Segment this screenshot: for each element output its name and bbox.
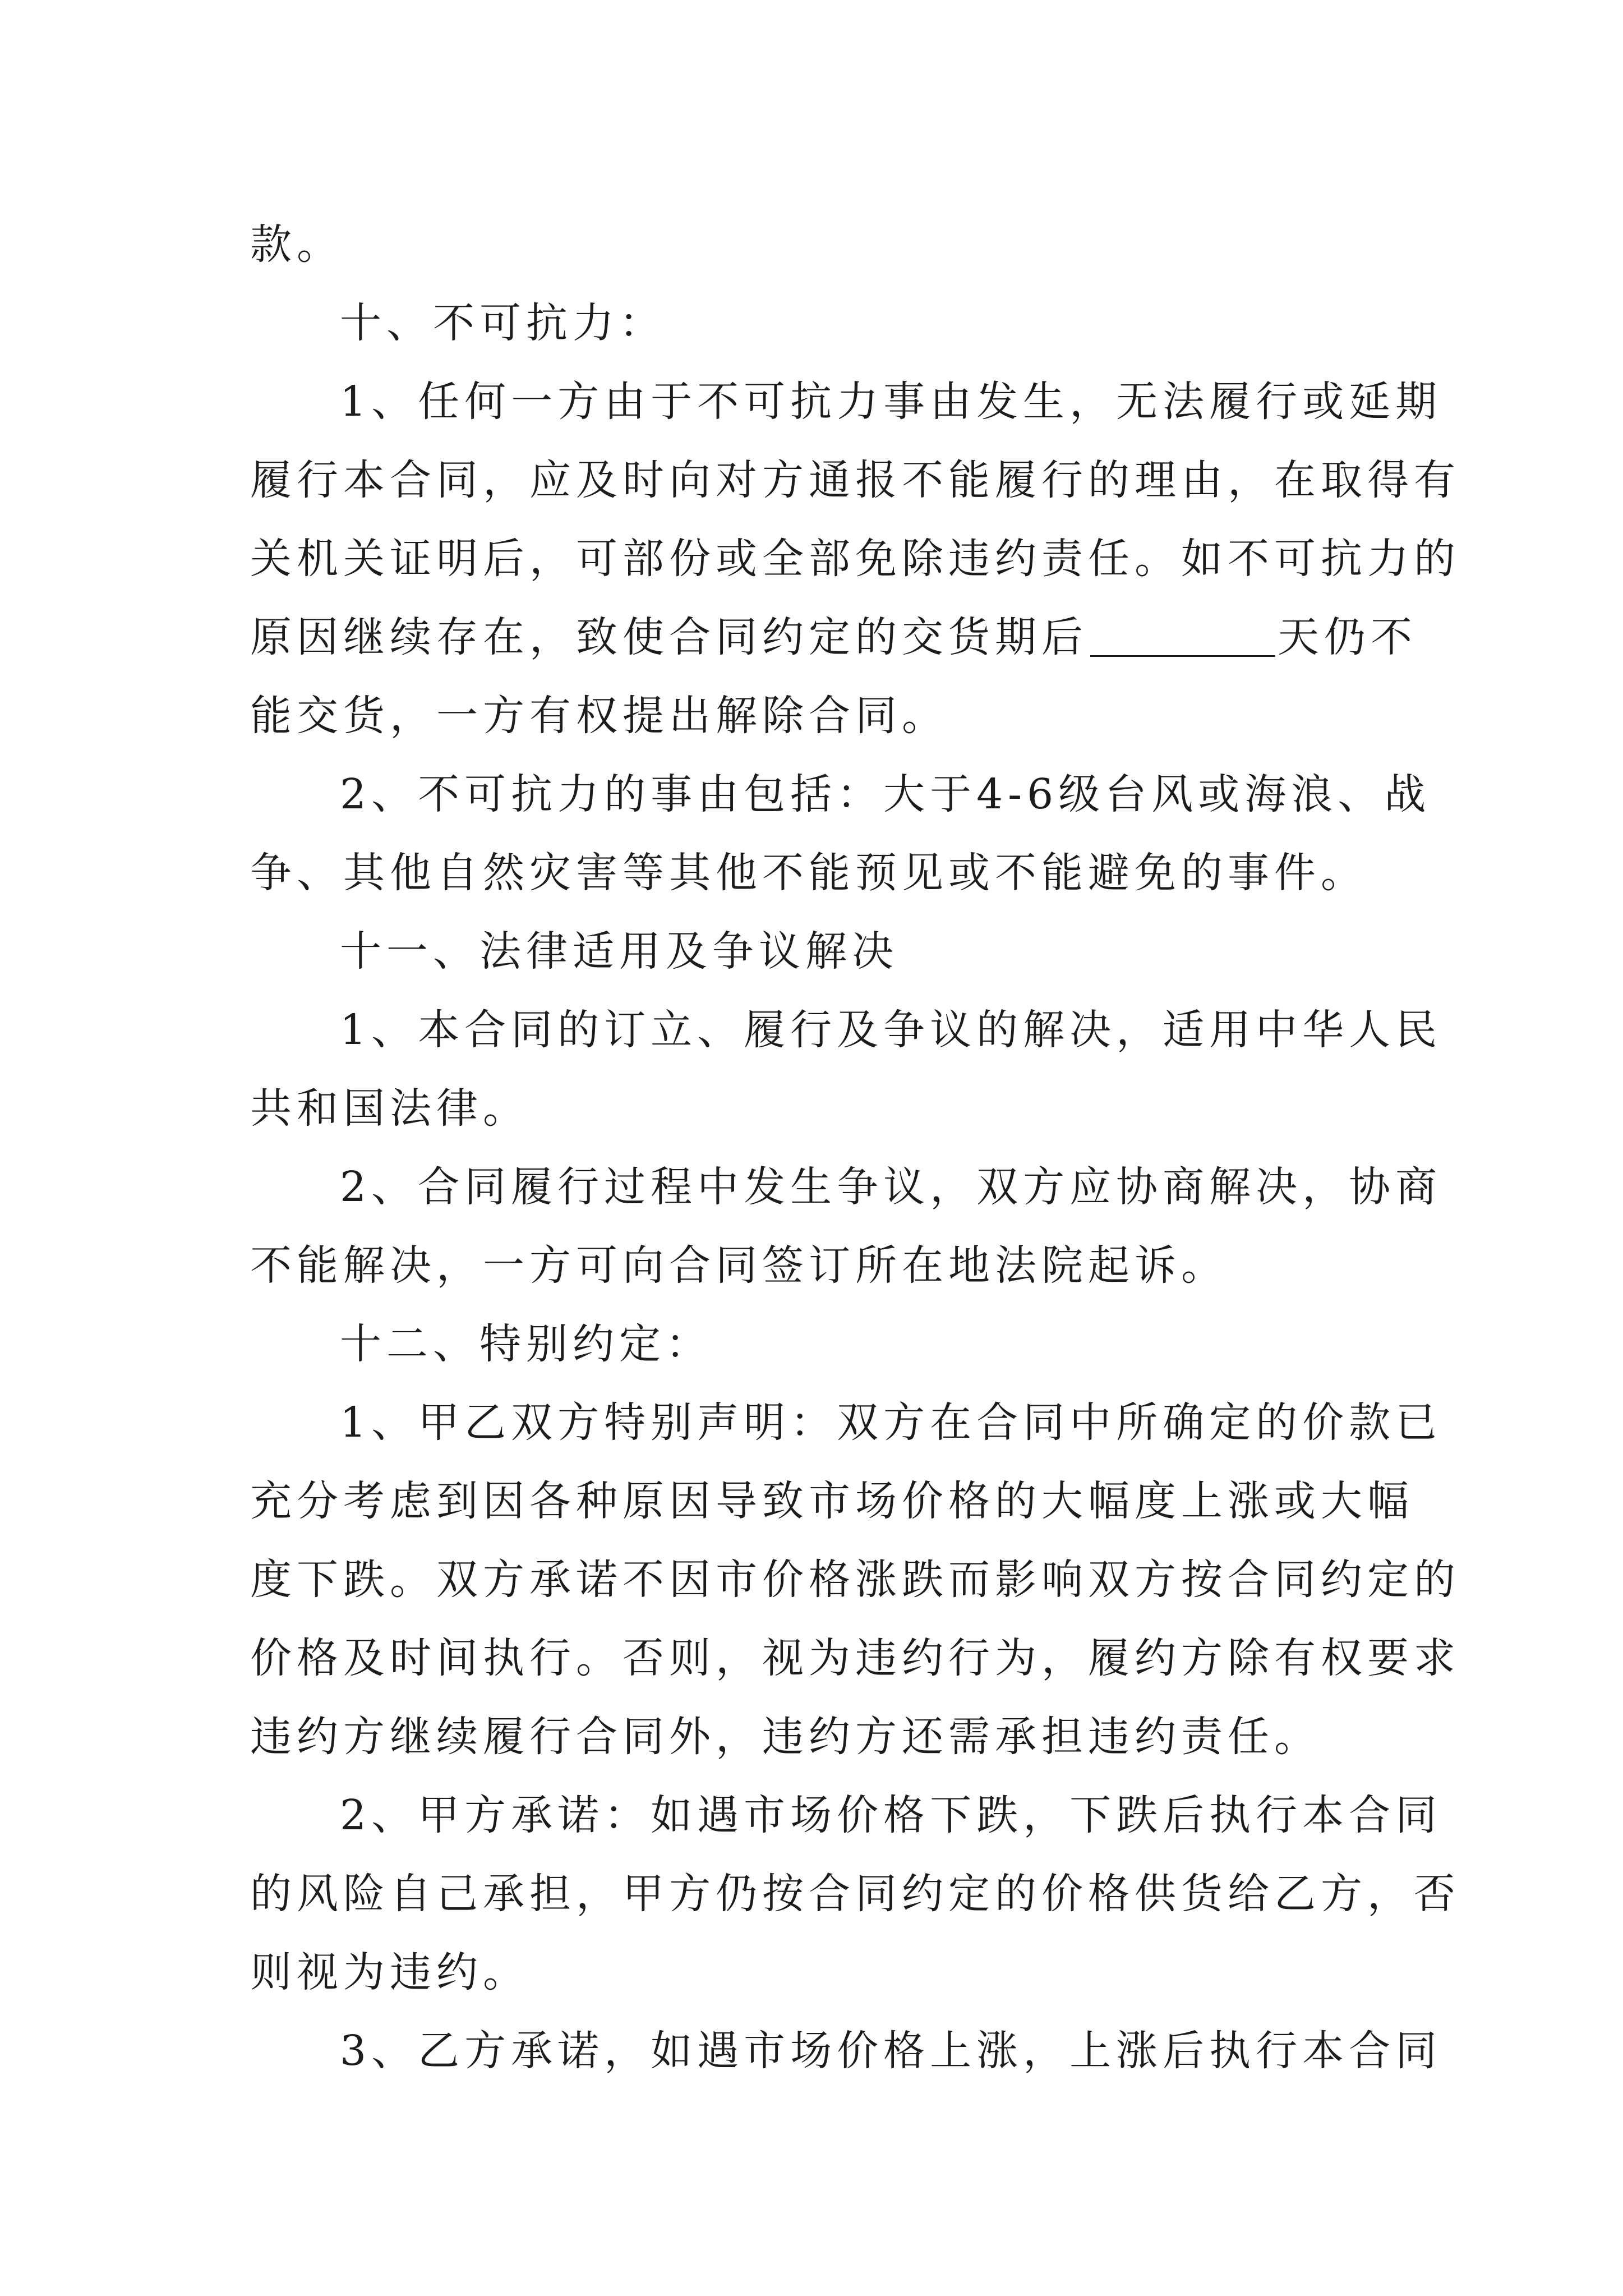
text-line: 款。 (250, 220, 343, 269)
text-line: 2、合同履行过程中发生争议，双方应协商解决，协商 (340, 1163, 1442, 1211)
text-fragment: 天仍不 (1278, 613, 1417, 661)
text-line: 1、任何一方由于不可抗力事由发生，无法履行或延期 (340, 378, 1442, 426)
fill-in-blank[interactable] (1090, 616, 1275, 657)
text-line: 2、不可抗力的事由包括：大于4-6级台风或海浪、战 (340, 770, 1431, 818)
text-line: 则视为违约。 (250, 1948, 529, 1996)
text-line: 能交货，一方有权提出解除合同。 (250, 692, 948, 740)
text-line: 履行本合同，应及时向对方通报不能履行的理由，在取得有 (250, 456, 1460, 504)
section-heading-special: 十二、特别约定： (340, 1320, 712, 1368)
text-line: 不能解决，一方可向合同签订所在地法院起诉。 (250, 1241, 1228, 1290)
text-line: 1、甲乙双方特别声明：双方在合同中所确定的价款已 (340, 1398, 1442, 1447)
text-line: 价格及时间执行。否则，视为违约行为，履约方除有权要求 (250, 1634, 1460, 1682)
section-heading-law: 十一、法律适用及争议解决 (340, 927, 898, 976)
text-line: 3、乙方承诺，如遇市场价格上涨，上涨后执行本合同 (340, 2027, 1442, 2075)
text-line: 违约方继续履行合同外，违约方还需承担违约责任。 (250, 1713, 1321, 1761)
text-line: 的风险自己承担，甲方仍按合同约定的价格供货给乙方，否 (250, 1870, 1460, 1918)
text-line: 关机关证明后，可部份或全部免除违约责任。如不可抗力的 (250, 535, 1460, 583)
text-line: 充分考虑到因各种原因导致市场价格的大幅度上涨或大幅 (250, 1477, 1414, 1525)
section-heading-force-majeure: 十、不可抗力： (340, 299, 666, 347)
text-line: 争、其他自然灾害等其他不能预见或不能避免的事件。 (250, 849, 1367, 897)
text-line: 度下跌。双方承诺不因市价格涨跌而影响双方按合同约定的 (250, 1556, 1460, 1604)
text-fragment: 原因继续存在，致使合同约定的交货期后 (250, 613, 1088, 661)
text-line: 1、本合同的订立、履行及争议的解决，适用中华人民 (340, 1006, 1442, 1054)
text-line: 共和国法律。 (250, 1084, 529, 1133)
text-line: 2、甲方承诺：如遇市场价格下跌，下跌后执行本合同 (340, 1791, 1442, 1839)
text-line-with-blank (250, 604, 1417, 671)
